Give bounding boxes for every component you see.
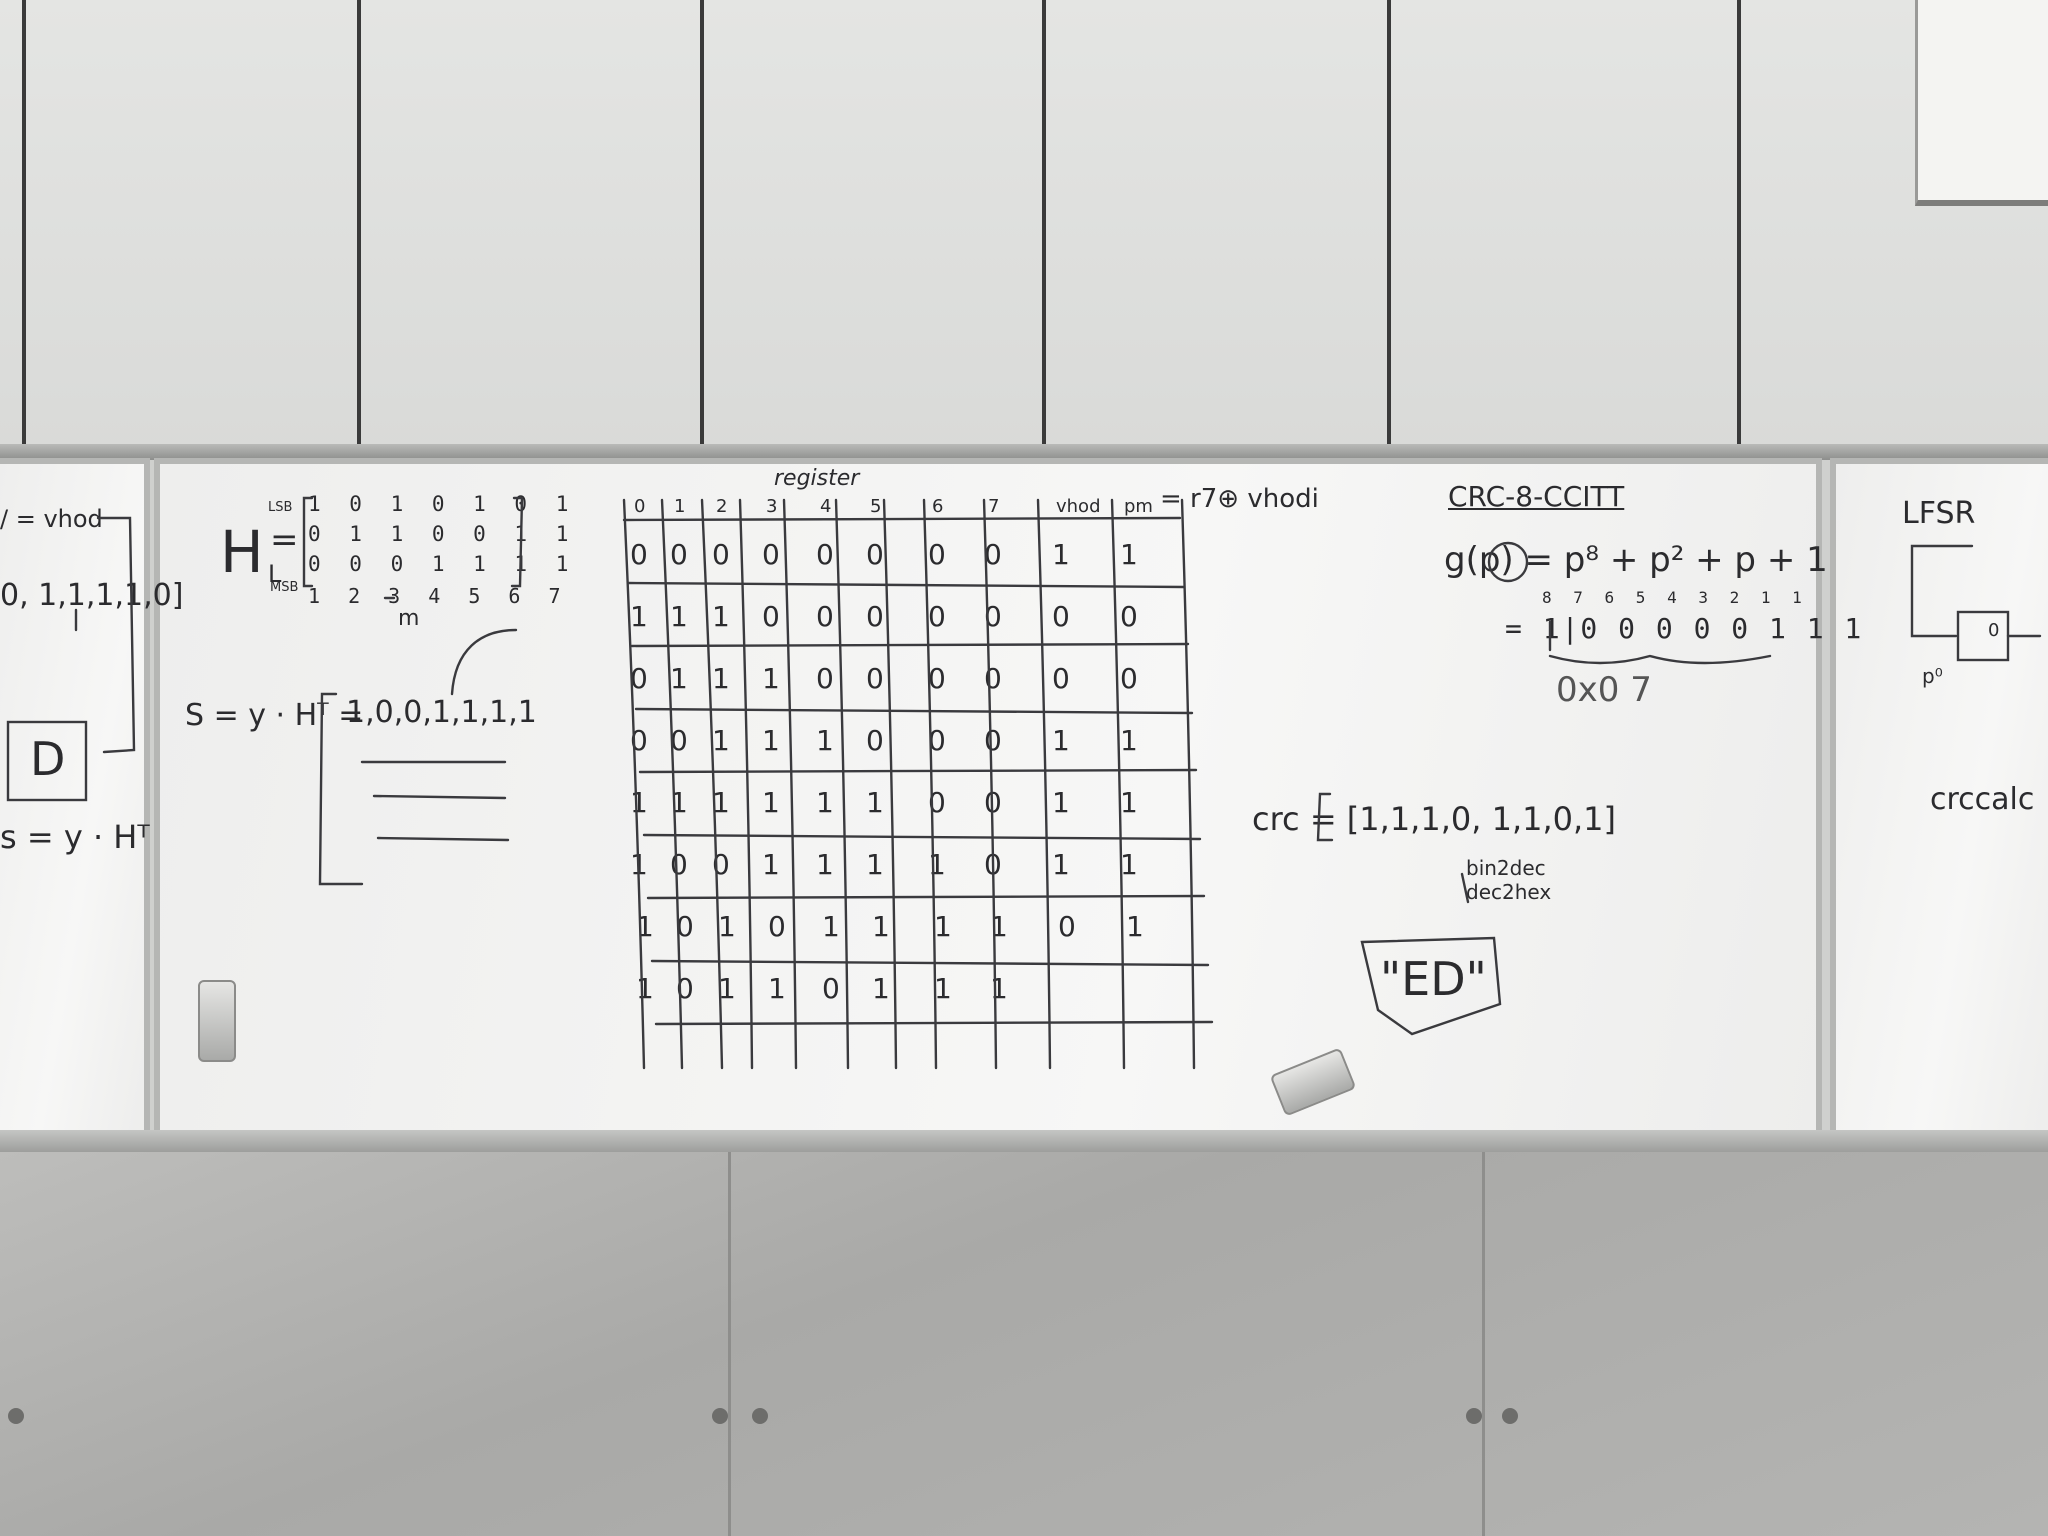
register-cell: 1 [712, 786, 730, 819]
register-cell: 1 [1120, 786, 1138, 819]
register-cell: 1 [1052, 538, 1070, 571]
register-cell: 0 [1052, 662, 1070, 695]
crc-result-vector: crc = [1,1,1,0, 1,1,0,1] [1252, 800, 1617, 838]
register-grid-row [640, 770, 1196, 772]
register-cell: 1 [762, 848, 780, 881]
register-cell: 0 [712, 538, 730, 571]
left-vector: 0, 1,1,1,1,0] [0, 578, 184, 613]
matrix-column-index: 1 2 3 4 5 6 7 [308, 584, 569, 608]
register-cell: 0 [822, 972, 840, 1005]
register-cell: 0 [630, 662, 648, 695]
register-cell: 0 [670, 724, 688, 757]
register-cell: 0 [1052, 600, 1070, 633]
register-cell: 1 [990, 910, 1008, 943]
register-cell: 1 [872, 972, 890, 1005]
crc-title: CRC-8-CCITT [1448, 480, 1625, 513]
register-cell: 1 [718, 972, 736, 1005]
register-cell: 0 [866, 724, 884, 757]
crccalc-label: crccalc [1930, 782, 2035, 817]
register-cell: 1 [712, 600, 730, 633]
crc-exponents: 8 7 6 5 4 3 2 1 1 [1542, 588, 1808, 607]
register-header-4: 4 [820, 496, 832, 517]
register-cell: 0 [816, 538, 834, 571]
register-cell: 1 [712, 662, 730, 695]
register-cell: 0 [928, 662, 946, 695]
register-header-8: vhod [1056, 496, 1101, 517]
register-cell: 1 [712, 724, 730, 757]
register-cell: 0 [866, 538, 884, 571]
register-grid-column [1182, 500, 1194, 1068]
conversion-dec2hex: dec2hex [1466, 880, 1552, 904]
register-grid-row [632, 644, 1188, 646]
register-title: register [774, 466, 860, 491]
register-grid-row [652, 961, 1208, 965]
register-cell: 1 [934, 972, 952, 1005]
register-cell: 0 [762, 600, 780, 633]
register-cell: 1 [816, 786, 834, 819]
register-cell: 1 [990, 972, 1008, 1005]
register-cell: 0 [928, 600, 946, 633]
matrix-row: 1 0 1 0 1 0 1 [308, 492, 577, 516]
register-cell: 0 [984, 662, 1002, 695]
register-grid-row [656, 1022, 1212, 1024]
matrix-eq-sign: = [270, 520, 299, 560]
register-cell: 1 [762, 786, 780, 819]
register-grid-row [628, 583, 1184, 587]
crc-polynomial: g(p) = p⁸ + p² + p + 1 [1444, 540, 1828, 580]
register-header-1: 1 [674, 496, 686, 517]
register-cell: 1 [1120, 538, 1138, 571]
register-cell: 1 [1126, 910, 1144, 943]
xor-formula: = r7⊕ vhodi [1160, 484, 1319, 514]
register-cell: 1 [1120, 848, 1138, 881]
register-cell: 1 [1052, 786, 1070, 819]
register-cell: 0 [1120, 600, 1138, 633]
register-cell: 1 [718, 910, 736, 943]
register-cell: 0 [984, 786, 1002, 819]
syndrome-vector: 1,0,0,1,1,1,1 [346, 695, 537, 730]
register-cell: 0 [928, 538, 946, 571]
register-cell: 1 [762, 724, 780, 757]
register-cell: 0 [1058, 910, 1076, 943]
register-cell: 1 [928, 848, 946, 881]
register-cell: 1 [636, 972, 654, 1005]
register-cell: 1 [636, 910, 654, 943]
lfsr-title: LFSR [1902, 496, 1976, 531]
register-header-9: pm [1124, 496, 1153, 517]
register-header-7: 7 [988, 496, 1000, 517]
register-cell: 0 [984, 600, 1002, 633]
register-cell: 0 [984, 538, 1002, 571]
register-cell: 0 [676, 910, 694, 943]
register-cell: 1 [822, 910, 840, 943]
lfsr-cell-value: 0 [1988, 620, 2000, 641]
register-cell: 1 [1052, 848, 1070, 881]
register-cell: 1 [866, 848, 884, 881]
register-grid-row [636, 709, 1192, 713]
register-cell: 0 [866, 600, 884, 633]
matrix-h-label: H [220, 518, 264, 586]
register-header-3: 3 [766, 496, 778, 517]
register-cell: 1 [630, 600, 648, 633]
register-cell: 1 [1120, 724, 1138, 757]
left-syndrome: s = y · Hᵀ [0, 818, 150, 856]
register-header-0: 0 [634, 496, 646, 517]
register-cell: 0 [630, 724, 648, 757]
register-cell: 1 [934, 910, 952, 943]
matrix-row: 0 1 1 0 0 1 1 [308, 522, 577, 546]
register-grid-column [740, 500, 752, 1068]
register-header-5: 5 [870, 496, 882, 517]
register-cell: 0 [768, 910, 786, 943]
syndrome-equation: S = y · Hᵀ = [185, 698, 364, 733]
register-grid-column [662, 500, 682, 1068]
register-grid-column [624, 500, 644, 1068]
register-cell: 0 [928, 786, 946, 819]
register-cell: 1 [1052, 724, 1070, 757]
conversion-bin2dec: bin2dec [1466, 856, 1546, 880]
register-cell: 0 [984, 848, 1002, 881]
register-cell: 1 [768, 972, 786, 1005]
matrix-h-subscript: L [268, 560, 282, 588]
register-grid-column [1112, 500, 1124, 1068]
vhod-equation: / = vhod [0, 505, 103, 533]
register-cell: 0 [928, 724, 946, 757]
register-cell: 0 [670, 538, 688, 571]
register-cell: 0 [762, 538, 780, 571]
box-letter: D [30, 732, 66, 786]
register-cell: 0 [816, 600, 834, 633]
register-cell: 1 [670, 786, 688, 819]
register-cell: 1 [630, 848, 648, 881]
register-cell: 0 [670, 848, 688, 881]
register-cell: 0 [1120, 662, 1138, 695]
register-cell: 0 [712, 848, 730, 881]
crc-answer: "ED" [1380, 952, 1487, 1006]
register-cell: 1 [866, 786, 884, 819]
register-header-6: 6 [932, 496, 944, 517]
lsb-label: LSB [268, 500, 293, 515]
lfsr-p0: p⁰ [1922, 664, 1943, 688]
register-cell: 1 [872, 910, 890, 943]
register-cell: 1 [762, 662, 780, 695]
register-cell: 0 [676, 972, 694, 1005]
register-cell: 0 [866, 662, 884, 695]
register-cell: 1 [670, 600, 688, 633]
m-label: m [398, 606, 420, 631]
register-cell: 0 [630, 538, 648, 571]
crc-hex: 0x0 7 [1556, 670, 1652, 710]
register-cell: 1 [670, 662, 688, 695]
msb-label: MSB [270, 580, 299, 595]
register-grid-row [624, 518, 1180, 520]
register-grid-column [702, 500, 722, 1068]
register-cell: 1 [630, 786, 648, 819]
matrix-row: 0 0 0 1 1 1 1 [308, 552, 577, 576]
register-cell: 0 [816, 662, 834, 695]
register-grid-row [644, 835, 1200, 839]
register-header-2: 2 [716, 496, 728, 517]
register-cell: 0 [984, 724, 1002, 757]
crc-bits: = 1|0 0 0 0 0 1 1 1 [1505, 612, 1864, 645]
register-cell: 1 [816, 724, 834, 757]
register-cell: 1 [816, 848, 834, 881]
